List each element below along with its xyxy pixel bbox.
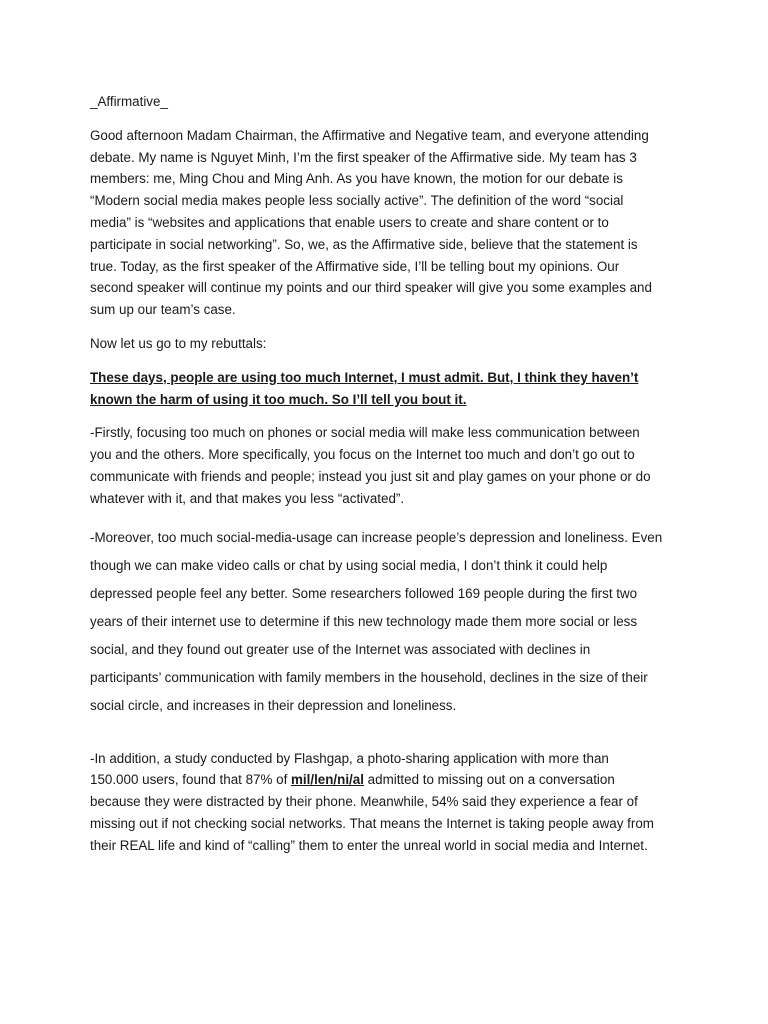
text-segment: admitted to missing out on a conversation (363, 772, 615, 788)
text-line: though we can make video calls or chat by using social media, I don’t think it could help (90, 557, 608, 573)
text-line: -In addition, a study conducted by Flashgap, a photo-sharing application with more than (90, 750, 609, 766)
text-line: known the harm of using it too much. So I’ll tell you bout it. (90, 391, 467, 407)
text-line: their REAL life and kind of “calling” them to enter the unreal world in social media and Internet. (90, 837, 648, 853)
text-line: debate. My name is Nguyet Minh, I’m the first speaker of the Affirmative side. My team has 3 (90, 149, 637, 165)
text-line: Good afternoon Madam Chairman, the Affirmative and Negative team, and everyone attending (90, 127, 649, 143)
document-page (90, 91, 682, 857)
intro-paragraph (90, 125, 682, 321)
text-line: social, and they found out greater use of the Internet was associated with declines in (90, 641, 591, 657)
text-line: -Firstly, focusing too much on phones or social media will make less communication between (90, 425, 640, 441)
text-line: you and the others. More specifically, you focus on the Internet too much and don’t go out to (90, 447, 635, 463)
emphasized-word: mil/len/ni/al (291, 772, 364, 788)
text-line: communicate with friends and people; instead you just sit and play games on your phone or do (90, 468, 651, 484)
point-in-addition-paragraph (90, 748, 682, 857)
text-line: because they were distracted by their phone. Meanwhile, 54% said they experience a fear of (90, 794, 638, 810)
text-line: true. Today, as the first speaker of the Affirmative side, I’ll be telling bout my opinions. Our (90, 258, 620, 274)
text-line: whatever with it, and that makes you less “activated”. (90, 490, 405, 506)
document-heading: _Affirmative_ (90, 94, 168, 109)
point-firstly-paragraph (90, 422, 682, 509)
text-line: participants’ communication with family members in the household, declines in the size of their (90, 669, 648, 685)
text-line: depressed people feel any better. Some researchers followed 169 people during the first two (90, 585, 638, 601)
text-line: members: me, Ming Chou and Ming Anh. As you have known, the motion for our debate is (90, 171, 623, 187)
text-line: social circle, and increases in their depression and loneliness. (90, 697, 457, 713)
point-moreover-paragraph (90, 524, 682, 720)
rebuttals-intro: Now let us go to my rebuttals: (90, 335, 267, 351)
text-line: years of their internet use to determine if this new technology made them more social or less (90, 613, 638, 629)
text-line: participate in social networking”. So, we, as the Affirmative side, believe that the statement is (90, 236, 638, 252)
text-segment: 150.000 users, found that 87% of (90, 772, 292, 788)
thesis-statement (90, 367, 682, 411)
text-line: media” is “websites and applications that enable users to create and share content or to (90, 214, 609, 230)
text-line: missing out if not checking social networks. That means the Internet is taking people away from (90, 815, 654, 831)
text-line: second speaker will continue my points and our third speaker will give you some examples and (90, 280, 652, 296)
text-line: These days, people are using too much Internet, I must admit. But, I think they haven’t (90, 369, 639, 385)
text-line: -Moreover, too much social-media-usage can increase people’s depression and loneliness. Even (90, 529, 663, 545)
text-line: sum up our team’s case. (90, 302, 236, 318)
text-line: “Modern social media makes people less socially active”. The definition of the word “social (90, 193, 624, 209)
text-line (90, 769, 682, 791)
